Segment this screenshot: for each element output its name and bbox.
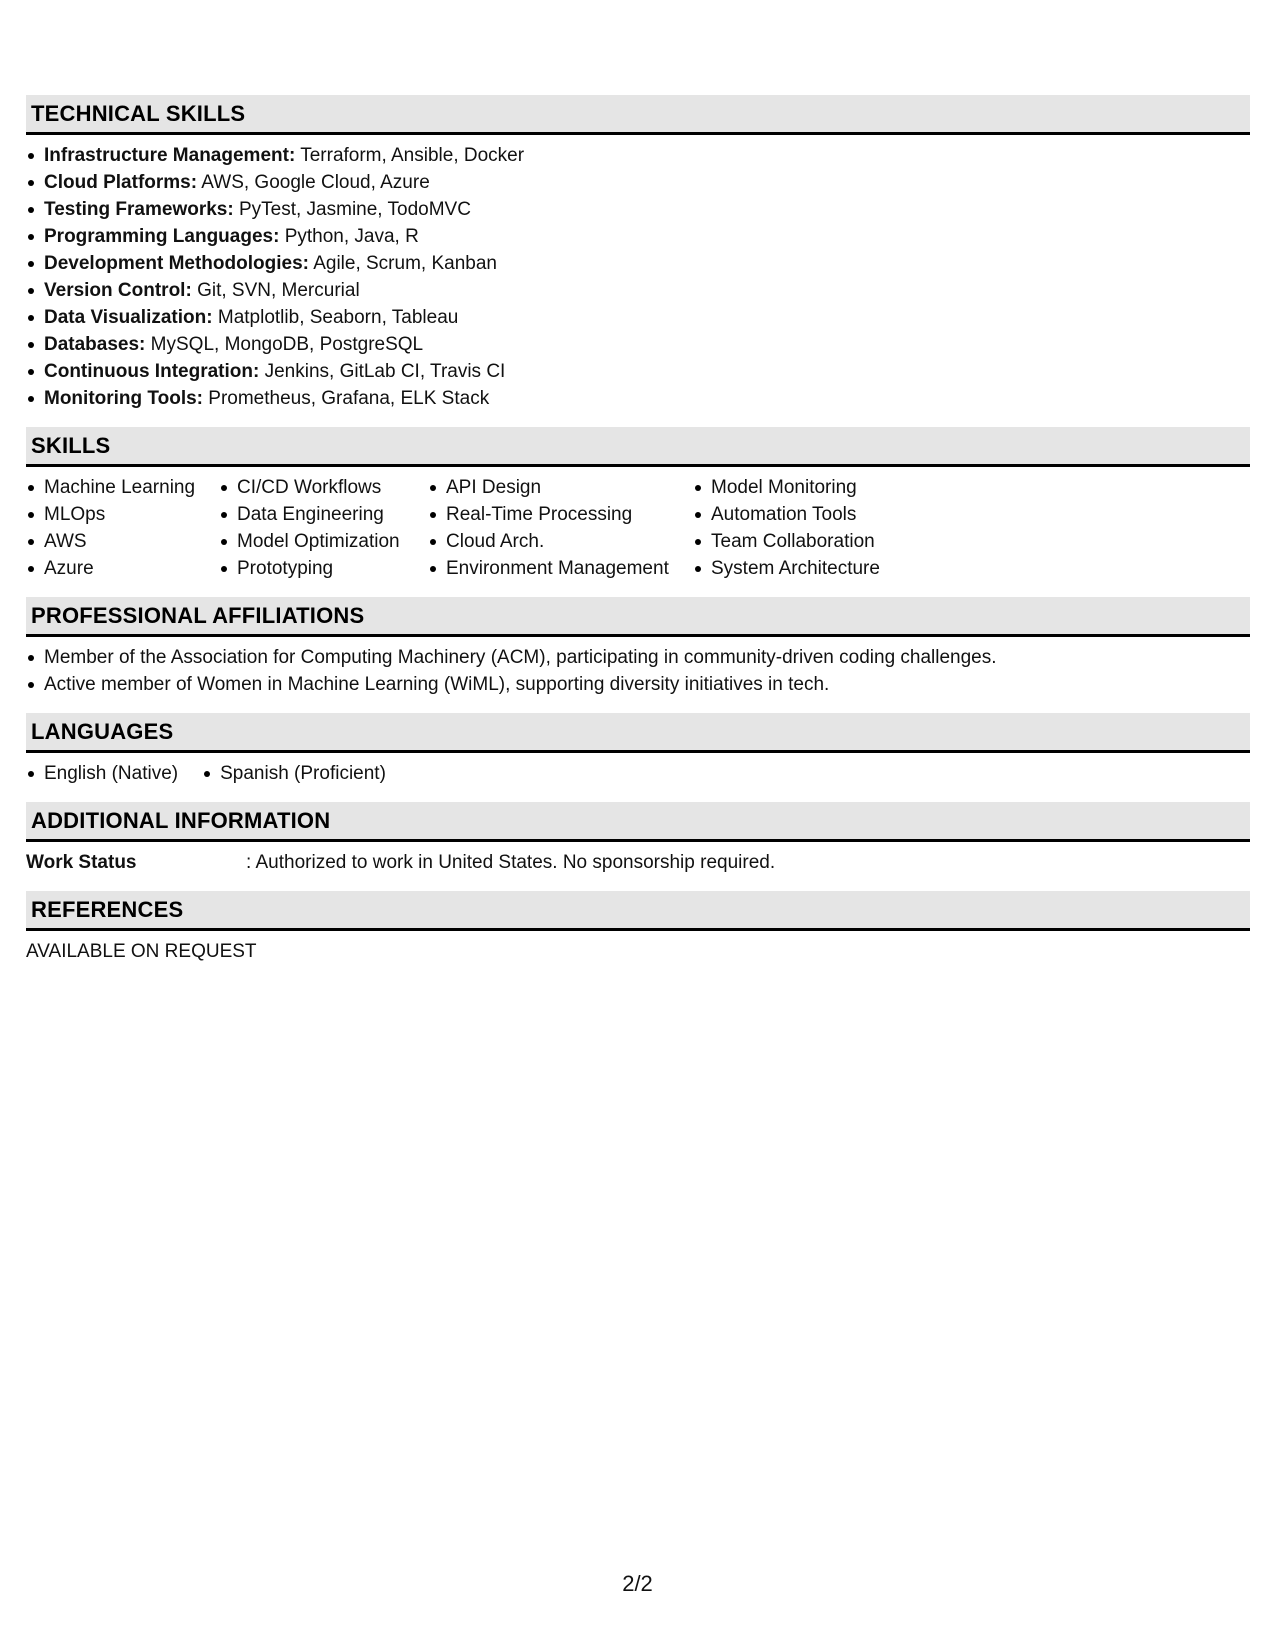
additional-info-body: [26, 842, 1250, 891]
skill-category-label: Testing Frameworks:: [44, 199, 234, 220]
list-item: [26, 304, 1250, 331]
languages-body: [26, 753, 1250, 802]
list-item: [26, 250, 1250, 277]
references-text: AVAILABLE ON REQUEST: [26, 941, 257, 962]
additional-info-section: [26, 802, 1250, 891]
skill-category-value: Python, Java, R: [279, 226, 419, 247]
skill-category-label: Continuous Integration:: [44, 361, 260, 382]
section-heading-references: REFERENCES: [26, 891, 1250, 931]
section-heading-affiliations: PROFESSIONAL AFFILIATIONS: [26, 597, 1250, 637]
skill-category-label: Cloud Platforms:: [44, 172, 198, 193]
affiliations-body: [26, 637, 1250, 713]
list-item: Prototyping: [219, 555, 428, 582]
list-item: Active member of Women in Machine Learning (WiML), supporting diversity initiatives in tech.: [26, 671, 1250, 698]
technical-skills-body: [26, 135, 1250, 427]
section-heading-additional-info: ADDITIONAL INFORMATION: [26, 802, 1250, 842]
skill-category-label: Monitoring Tools:: [44, 388, 203, 409]
list-item: Team Collaboration: [693, 528, 953, 555]
skills-body: [26, 467, 1250, 597]
work-status-label: Work Status: [26, 852, 137, 873]
affiliations-list: [26, 644, 1250, 698]
skill-category-label: Programming Languages:: [44, 226, 280, 247]
skill-category-label: Data Visualization:: [44, 307, 213, 328]
skill-category-value: Git, SVN, Mercurial: [191, 280, 360, 301]
technical-skills-section: [26, 95, 1250, 427]
list-item: [26, 196, 1250, 223]
affiliations-section: [26, 597, 1250, 713]
list-item: MLOps: [26, 501, 219, 528]
skills-column: [693, 474, 953, 582]
list-item: Data Engineering: [219, 501, 428, 528]
page-number: 2/2: [622, 1571, 653, 1596]
list-item: Real-Time Processing: [428, 501, 693, 528]
skill-category-value: Prometheus, Grafana, ELK Stack: [203, 388, 490, 409]
list-item: English (Native): [26, 760, 178, 787]
skills-column: [428, 474, 693, 582]
skills-column: [26, 474, 219, 582]
languages-list: [26, 760, 1250, 787]
skill-category-value: AWS, Google Cloud, Azure: [197, 172, 430, 193]
skill-category-value: PyTest, Jasmine, TodoMVC: [233, 199, 471, 220]
list-item: [26, 331, 1250, 358]
list-item: Machine Learning: [26, 474, 219, 501]
skill-category-label: Databases:: [44, 334, 146, 355]
skill-category-value: Jenkins, GitLab CI, Travis CI: [259, 361, 506, 382]
list-item: [26, 277, 1250, 304]
list-item: Model Optimization: [219, 528, 428, 555]
list-item: AWS: [26, 528, 219, 555]
work-status-value: : Authorized to work in United States. No sponsorship required.: [246, 852, 776, 873]
section-heading-skills: SKILLS: [26, 427, 1250, 467]
references-section: [26, 891, 1250, 980]
skills-section: [26, 427, 1250, 597]
list-item: System Architecture: [693, 555, 953, 582]
skill-category-value: MySQL, MongoDB, PostgreSQL: [145, 334, 424, 355]
languages-section: [26, 713, 1250, 802]
references-body: [26, 931, 1250, 980]
list-item: [26, 169, 1250, 196]
list-item: [26, 385, 1250, 412]
list-item: Model Monitoring: [693, 474, 953, 501]
skill-category-label: Infrastructure Management:: [44, 145, 296, 166]
technical-skills-list: [26, 142, 1250, 412]
skills-grid: [26, 474, 1250, 582]
resume-page: [26, 95, 1250, 980]
list-item: Cloud Arch.: [428, 528, 693, 555]
list-item: CI/CD Workflows: [219, 474, 428, 501]
list-item: [26, 358, 1250, 385]
skills-column: [219, 474, 428, 582]
list-item: [26, 223, 1250, 250]
list-item: Environment Management: [428, 555, 693, 582]
list-item: API Design: [428, 474, 693, 501]
list-item: [26, 142, 1250, 169]
list-item: Spanish (Proficient): [202, 760, 386, 787]
section-heading-languages: LANGUAGES: [26, 713, 1250, 753]
skill-category-value: Agile, Scrum, Kanban: [308, 253, 497, 274]
info-row: [26, 849, 1250, 876]
skill-category-label: Version Control:: [44, 280, 192, 301]
section-heading-technical-skills: TECHNICAL SKILLS: [26, 95, 1250, 135]
skill-category-value: Terraform, Ansible, Docker: [295, 145, 525, 166]
skill-category-label: Development Methodologies:: [44, 253, 309, 274]
list-item: Member of the Association for Computing Machinery (ACM), participating in community-driven coding challenges.: [26, 644, 1250, 671]
skill-category-value: Matplotlib, Seaborn, Tableau: [212, 307, 459, 328]
list-item: Automation Tools: [693, 501, 953, 528]
list-item: Azure: [26, 555, 219, 582]
